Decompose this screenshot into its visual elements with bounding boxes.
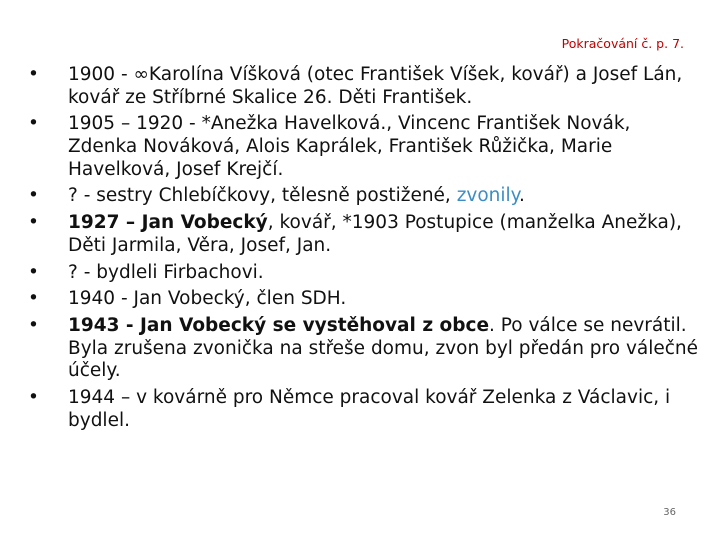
list-item [28,113,700,181]
list-item [28,64,700,109]
item-text: ? - bydleli Firbachovi. [68,261,264,283]
bullet-list [28,64,700,436]
item-text: ? - sestry Chlebíčkovy, tělesně postižené, [68,185,457,207]
bullet-icon: • [28,113,39,135]
item-text: 1900 - ∞Karolína Víšková (otec František Víšek, kovář) a Josef Lán, kovář ze Stříbrné Skalice 26. Děti František. [68,64,683,108]
item-highlight: zvonily [456,185,519,207]
list-item [28,387,700,432]
item-text: 1944 – v kovárně pro Němce pracoval kovář Zelenka z Václavic, i bydlel. [68,387,671,431]
item-text: 1905 – 1920 - *Anežka Havelková., Vincenc František Novák, Zdenka Nováková, Alois Kaprálek, František Růžička, Marie Havelková, Josef Krejčí. [68,113,631,180]
bullet-icon: • [28,315,39,337]
bullet-icon: • [28,64,39,85]
list-item [28,288,700,311]
bullet-icon: • [28,288,39,310]
bullet-icon: • [28,387,39,409]
page-number: 36 [663,507,676,518]
item-text-suffix: . [519,185,525,207]
list-item [28,262,700,285]
bullet-icon: • [28,185,39,207]
item-text: . Po válce se nevrátil. Byla zrušena zvonička na střeše domu, zvon byl předán pro válečné účely. [68,315,699,382]
list-item [28,212,700,257]
bullet-icon: • [28,261,39,283]
item-text: , kovář, *1903 Postupice (manželka Anežka), Děti Jarmila, Věra, Josef, Jan. [68,212,682,256]
item-bold-text: 1943 - Jan Vobecký se vystěhoval z obce [68,315,490,337]
item-bold-text: 1927 – Jan Vobecký [68,212,268,234]
item-text: 1940 - Jan Vobecký, člen SDH. [68,288,347,310]
list-item [28,315,700,383]
slide-header: Pokračování č. p. 7. [561,36,684,51]
bullet-icon: • [28,212,39,234]
list-item [28,185,700,208]
